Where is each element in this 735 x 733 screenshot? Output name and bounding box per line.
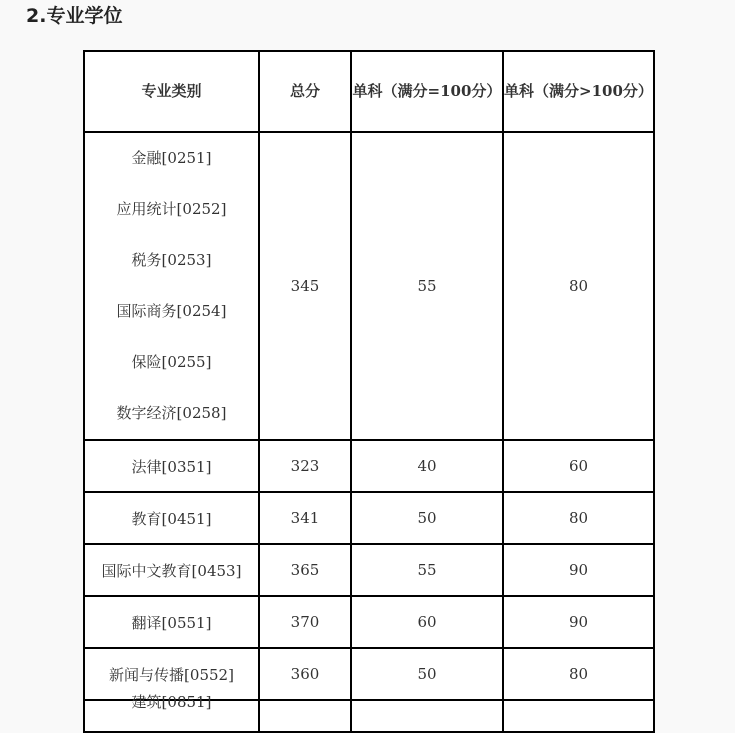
single-over-100-cell: 80 xyxy=(503,492,654,544)
category-cell: 教育[0451] xyxy=(84,492,259,544)
category-cell: 翻译[0551] xyxy=(84,596,259,648)
single-100-cell: 50 xyxy=(351,492,503,544)
table-header-row xyxy=(84,51,654,132)
table-row xyxy=(84,492,654,544)
header-category: 专业类别 xyxy=(84,51,259,132)
category-item: 保险[0255] xyxy=(131,353,212,371)
single-over-100-cell: 60 xyxy=(503,440,654,492)
single-over-100-cell: 90 xyxy=(503,596,654,648)
single-over-100-cell: 90 xyxy=(503,544,654,596)
total-cell: 360 xyxy=(259,648,351,700)
category-cell: 法律[0351] xyxy=(84,440,259,492)
table-row xyxy=(84,596,654,648)
category-item: 国际商务[0254] xyxy=(116,302,227,320)
table-row xyxy=(84,440,654,492)
section-heading: 2.专业学位 xyxy=(26,5,123,27)
category-cell: 国际中文教育[0453] xyxy=(84,544,259,596)
category-group-cell xyxy=(84,132,259,440)
total-cell: 365 xyxy=(259,544,351,596)
single-over-100-cell: 80 xyxy=(503,648,654,700)
table-row xyxy=(84,544,654,596)
category-item: 数字经济[0258] xyxy=(116,404,227,422)
single-100-cell: 50 xyxy=(351,648,503,700)
header-single-over-100: 单科（满分>100分） xyxy=(503,51,654,132)
total-cell: 341 xyxy=(259,492,351,544)
total-cell: 345 xyxy=(259,132,351,440)
table-row-group xyxy=(84,132,654,440)
single-100-cell: 60 xyxy=(351,596,503,648)
category-cut-text: 建筑[0851] xyxy=(131,693,212,711)
total-cell: 323 xyxy=(259,440,351,492)
header-single-100: 单科（满分=100分） xyxy=(351,51,503,132)
category-item: 金融[0251] xyxy=(131,149,212,167)
single-over-100-cell: 80 xyxy=(503,132,654,440)
single-100-cell: 55 xyxy=(351,132,503,440)
header-total: 总分 xyxy=(259,51,351,132)
category-item: 税务[0253] xyxy=(131,251,212,269)
single-100-cell: 40 xyxy=(351,440,503,492)
total-cell: 370 xyxy=(259,596,351,648)
category-cell: 新闻与传播[0552] xyxy=(84,648,259,700)
single-100-cell: 55 xyxy=(351,544,503,596)
score-table xyxy=(83,50,655,733)
category-item: 应用统计[0252] xyxy=(116,200,227,218)
